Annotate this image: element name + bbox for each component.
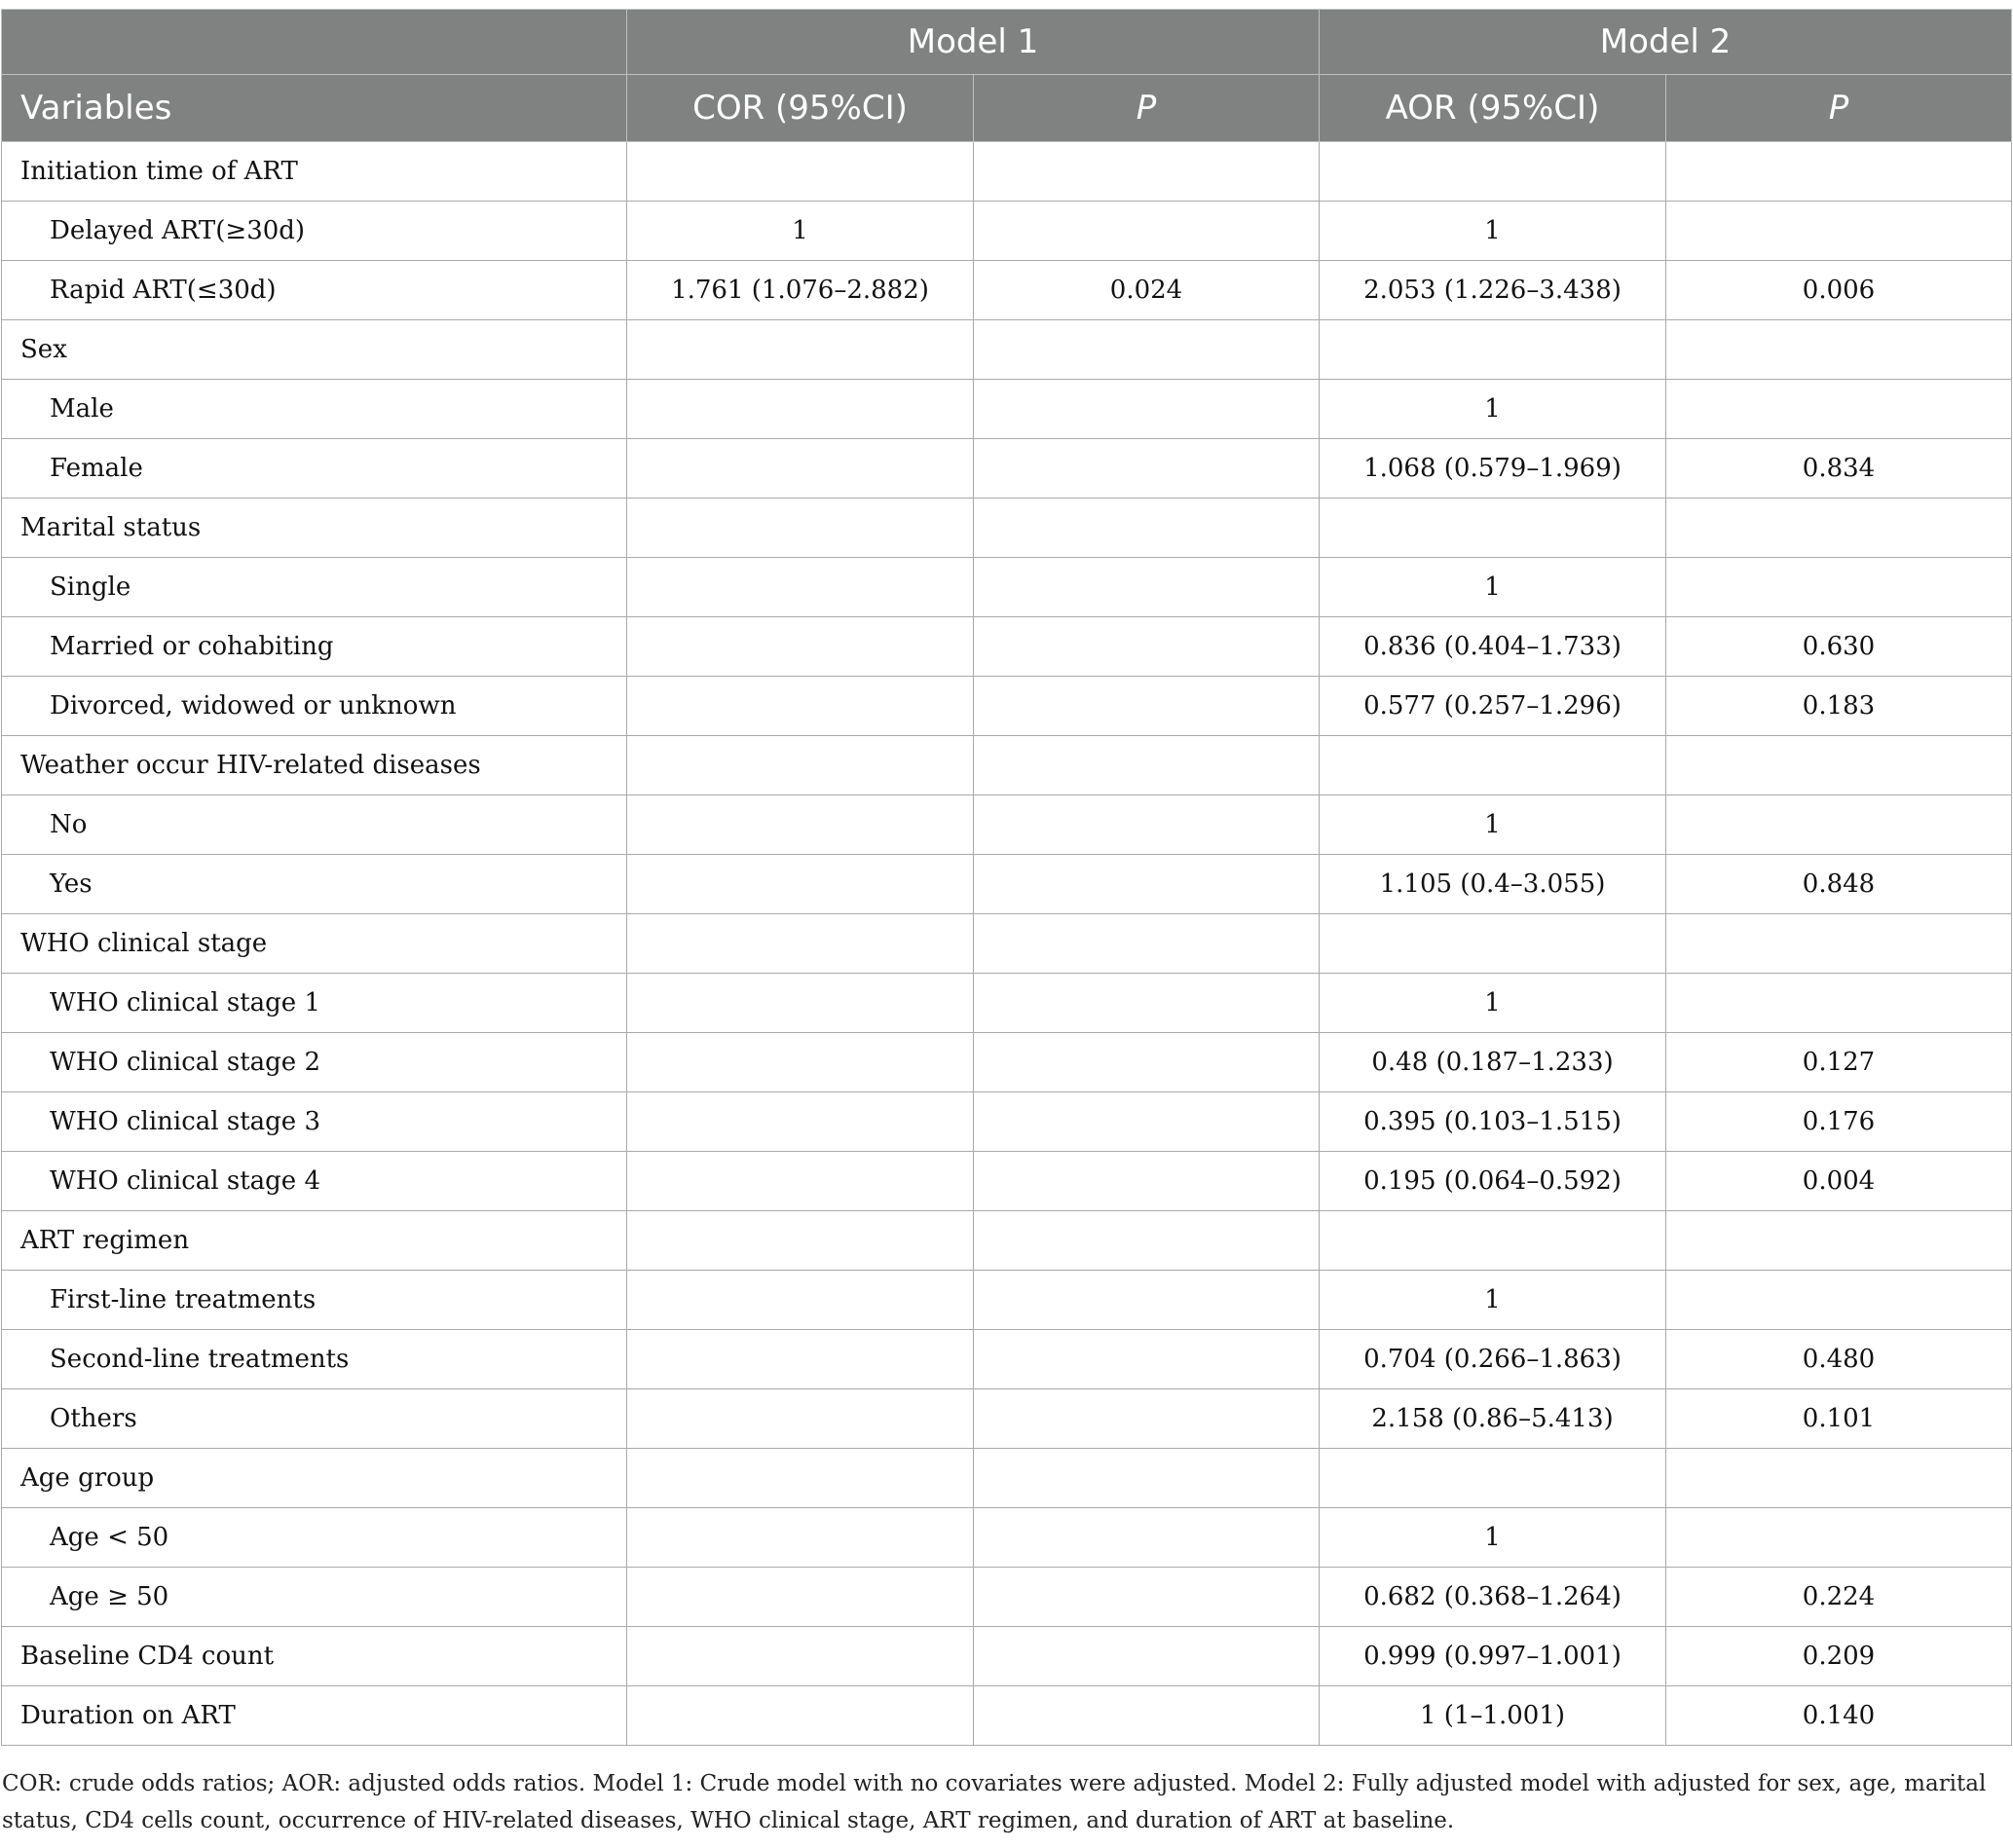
- table-row: [2, 795, 2012, 855]
- cor-cell: [627, 617, 974, 677]
- table-row: [2, 1389, 2012, 1449]
- p-model-1-cell: [974, 1271, 1320, 1330]
- table-row: [2, 142, 2012, 202]
- cor-cell: [627, 974, 974, 1033]
- variable-cell: WHO clinical stage: [2, 914, 627, 974]
- variable-cell: Divorced, widowed or unknown: [2, 677, 627, 736]
- p-model-1-cell: [974, 855, 1320, 914]
- variable-cell: Female: [2, 439, 627, 499]
- p-model-1-cell: [974, 1449, 1320, 1508]
- p-model-1-cell: [974, 320, 1320, 380]
- p-model-2-cell: 0.480: [1666, 1330, 2012, 1389]
- p-model-1-cell: [974, 499, 1320, 558]
- cor-cell: [627, 677, 974, 736]
- variable-cell: Weather occur HIV-related diseases: [2, 736, 627, 795]
- variable-cell: Single: [2, 558, 627, 617]
- cor-cell: [627, 736, 974, 795]
- table-row: [2, 855, 2012, 914]
- table-row: [2, 1152, 2012, 1211]
- variable-cell: Baseline CD4 count: [2, 1627, 627, 1686]
- p-model-1-cell: [974, 439, 1320, 499]
- cor-cell: [627, 1568, 974, 1627]
- p-model-1-cell: 0.024: [974, 261, 1320, 320]
- table-row: [2, 380, 2012, 439]
- table-row: [2, 1508, 2012, 1568]
- p-model-1-cell: [974, 558, 1320, 617]
- variable-cell: Sex: [2, 320, 627, 380]
- aor-cell: [1320, 1449, 1666, 1508]
- cor-cell: [627, 380, 974, 439]
- variable-cell: WHO clinical stage 4: [2, 1152, 627, 1211]
- aor-cell: 0.577 (0.257–1.296): [1320, 677, 1666, 736]
- aor-cell: [1320, 914, 1666, 974]
- p-model-2-cell: [1666, 320, 2012, 380]
- cor-cell: [627, 1033, 974, 1092]
- p-model-2-cell: [1666, 558, 2012, 617]
- results-table: [1, 9, 2012, 1746]
- table-row: [2, 202, 2012, 261]
- variable-cell: Age ≥ 50: [2, 1568, 627, 1627]
- header-p-model-2: P: [1666, 75, 2012, 142]
- aor-cell: 1.105 (0.4–3.055): [1320, 855, 1666, 914]
- p-model-1-cell: [974, 380, 1320, 439]
- variable-cell: Married or cohabiting: [2, 617, 627, 677]
- variable-cell: First-line treatments: [2, 1271, 627, 1330]
- variable-cell: WHO clinical stage 1: [2, 974, 627, 1033]
- table-row: [2, 974, 2012, 1033]
- variable-cell: No: [2, 795, 627, 855]
- aor-cell: 1.068 (0.579–1.969): [1320, 439, 1666, 499]
- p-model-2-cell: 0.004: [1666, 1152, 2012, 1211]
- table-body: [2, 142, 2012, 1746]
- p-model-2-cell: 0.101: [1666, 1389, 2012, 1449]
- table-row: [2, 1686, 2012, 1746]
- variable-cell: Delayed ART(≥30d): [2, 202, 627, 261]
- p-model-2-cell: 0.209: [1666, 1627, 2012, 1686]
- p-model-2-cell: 0.176: [1666, 1092, 2012, 1152]
- p-model-1-cell: [974, 736, 1320, 795]
- variable-cell: Yes: [2, 855, 627, 914]
- p-model-1-cell: [974, 1508, 1320, 1568]
- aor-cell: 0.48 (0.187–1.233): [1320, 1033, 1666, 1092]
- cor-cell: [627, 320, 974, 380]
- aor-cell: 0.195 (0.064–0.592): [1320, 1152, 1666, 1211]
- p-model-2-cell: [1666, 1449, 2012, 1508]
- p-model-1-cell: [974, 142, 1320, 202]
- p-model-2-cell: 0.006: [1666, 261, 2012, 320]
- p-model-2-cell: 0.848: [1666, 855, 2012, 914]
- table-row: [2, 1211, 2012, 1271]
- p-model-2-cell: [1666, 1508, 2012, 1568]
- cor-cell: [627, 914, 974, 974]
- p-model-2-cell: [1666, 1271, 2012, 1330]
- aor-cell: 1: [1320, 1271, 1666, 1330]
- cor-cell: [627, 1627, 974, 1686]
- aor-cell: 2.053 (1.226–3.438): [1320, 261, 1666, 320]
- table-row: [2, 1627, 2012, 1686]
- p-model-1-cell: [974, 1627, 1320, 1686]
- cor-cell: [627, 439, 974, 499]
- aor-cell: 0.704 (0.266–1.863): [1320, 1330, 1666, 1389]
- p-model-1-cell: [974, 617, 1320, 677]
- variable-cell: Age < 50: [2, 1508, 627, 1568]
- p-model-2-cell: [1666, 142, 2012, 202]
- aor-cell: 0.682 (0.368–1.264): [1320, 1568, 1666, 1627]
- variable-cell: Rapid ART(≤30d): [2, 261, 627, 320]
- p-model-2-cell: [1666, 914, 2012, 974]
- variable-cell: Others: [2, 1389, 627, 1449]
- aor-cell: [1320, 1211, 1666, 1271]
- header-model-2: Model 2: [1320, 10, 2012, 75]
- p-model-1-cell: [974, 1330, 1320, 1389]
- table-row: [2, 1449, 2012, 1508]
- aor-cell: [1320, 142, 1666, 202]
- table-row: [2, 914, 2012, 974]
- variable-cell: Age group: [2, 1449, 627, 1508]
- cor-cell: [627, 1508, 974, 1568]
- table-footnote: COR: crude odds ratios; AOR: adjusted odds ratios. Model 1: Crude model with no covariates were adjusted. Model 2: Fully adjusted model with adjusted for sex, age, marital status, CD4 cells count, occurrence of HIV-related diseases, WHO clinical stage, ART regimen, and duration of ART at baseline.: [2, 1771, 1987, 1833]
- variable-cell: WHO clinical stage 3: [2, 1092, 627, 1152]
- aor-cell: 1: [1320, 974, 1666, 1033]
- variable-cell: Second-line treatments: [2, 1330, 627, 1389]
- aor-cell: 1: [1320, 380, 1666, 439]
- aor-cell: 0.999 (0.997–1.001): [1320, 1627, 1666, 1686]
- aor-cell: 0.836 (0.404–1.733): [1320, 617, 1666, 677]
- header-row-models: [2, 10, 2012, 75]
- table-row: [2, 677, 2012, 736]
- cor-cell: [627, 1330, 974, 1389]
- p-model-2-cell: [1666, 202, 2012, 261]
- table-row: [2, 1271, 2012, 1330]
- p-model-1-cell: [974, 1686, 1320, 1746]
- table-row: [2, 1033, 2012, 1092]
- p-model-1-cell: [974, 974, 1320, 1033]
- cor-cell: [627, 1211, 974, 1271]
- cor-cell: 1: [627, 202, 974, 261]
- p-model-2-cell: [1666, 380, 2012, 439]
- header-blank-cell: [2, 10, 627, 75]
- p-model-2-cell: 0.834: [1666, 439, 2012, 499]
- table-row: [2, 439, 2012, 499]
- cor-cell: [627, 1686, 974, 1746]
- p-model-1-cell: [974, 914, 1320, 974]
- header-cor: COR (95%CI): [627, 75, 974, 142]
- cor-cell: [627, 795, 974, 855]
- aor-cell: 2.158 (0.86–5.413): [1320, 1389, 1666, 1449]
- aor-cell: 0.395 (0.103–1.515): [1320, 1092, 1666, 1152]
- table-row: [2, 261, 2012, 320]
- p-model-2-cell: 0.630: [1666, 617, 2012, 677]
- header-row-columns: [2, 75, 2012, 142]
- p-model-2-cell: 0.224: [1666, 1568, 2012, 1627]
- cor-cell: [627, 1152, 974, 1211]
- p-model-2-cell: 0.140: [1666, 1686, 2012, 1746]
- table-row: [2, 320, 2012, 380]
- table-row: [2, 736, 2012, 795]
- p-model-1-cell: [974, 1092, 1320, 1152]
- aor-cell: 1: [1320, 202, 1666, 261]
- aor-cell: 1 (1–1.001): [1320, 1686, 1666, 1746]
- p-model-1-cell: [974, 202, 1320, 261]
- variable-cell: WHO clinical stage 2: [2, 1033, 627, 1092]
- header-model-1: Model 1: [627, 10, 1320, 75]
- p-model-1-cell: [974, 1568, 1320, 1627]
- table-row: [2, 499, 2012, 558]
- p-model-2-cell: 0.183: [1666, 677, 2012, 736]
- variable-cell: Marital status: [2, 499, 627, 558]
- table-row: [2, 1330, 2012, 1389]
- cor-cell: [627, 499, 974, 558]
- header-p-model-1: P: [974, 75, 1320, 142]
- table-row: [2, 1568, 2012, 1627]
- header-aor: AOR (95%CI): [1320, 75, 1666, 142]
- cor-cell: [627, 558, 974, 617]
- p-model-1-cell: [974, 1033, 1320, 1092]
- table-row: [2, 558, 2012, 617]
- p-model-2-cell: 0.127: [1666, 1033, 2012, 1092]
- p-model-2-cell: [1666, 974, 2012, 1033]
- p-model-1-cell: [974, 1211, 1320, 1271]
- p-model-2-cell: [1666, 736, 2012, 795]
- header-variables: Variables: [2, 75, 627, 142]
- variable-cell: Initiation time of ART: [2, 142, 627, 202]
- aor-cell: 1: [1320, 795, 1666, 855]
- cor-cell: [627, 142, 974, 202]
- variable-cell: ART regimen: [2, 1211, 627, 1271]
- p-model-1-cell: [974, 677, 1320, 736]
- p-model-2-cell: [1666, 499, 2012, 558]
- aor-cell: [1320, 320, 1666, 380]
- table-row: [2, 1092, 2012, 1152]
- aor-cell: [1320, 736, 1666, 795]
- variable-cell: Duration on ART: [2, 1686, 627, 1746]
- table-row: [2, 617, 2012, 677]
- aor-cell: 1: [1320, 1508, 1666, 1568]
- aor-cell: [1320, 499, 1666, 558]
- cor-cell: [627, 1271, 974, 1330]
- cor-cell: [627, 1449, 974, 1508]
- p-model-1-cell: [974, 1389, 1320, 1449]
- table-header: [2, 10, 2012, 142]
- variable-cell: Male: [2, 380, 627, 439]
- p-model-2-cell: [1666, 795, 2012, 855]
- p-model-1-cell: [974, 795, 1320, 855]
- cor-cell: [627, 1389, 974, 1449]
- p-model-2-cell: [1666, 1211, 2012, 1271]
- cor-cell: [627, 1092, 974, 1152]
- cor-cell: [627, 855, 974, 914]
- p-model-1-cell: [974, 1152, 1320, 1211]
- cor-cell: 1.761 (1.076–2.882): [627, 261, 974, 320]
- aor-cell: 1: [1320, 558, 1666, 617]
